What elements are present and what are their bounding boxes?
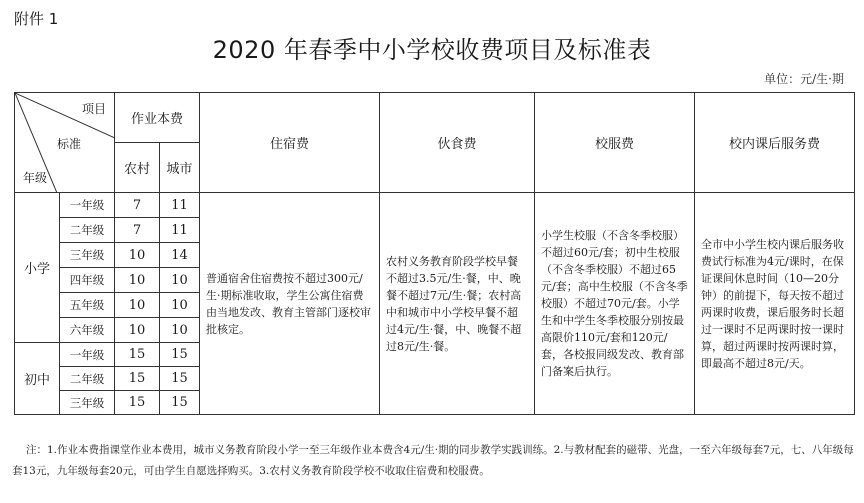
urban-fee: 15: [160, 343, 200, 367]
urban-fee: 15: [160, 391, 200, 415]
uniform-text: 小学生校服（不含冬季校服）不超过60元/套；初中生校服（不含冬季校服）不超过65元/套；高中生校服（不含冬季校服）不超过70元/套。小学生和中学生冬季校服分别按最高限价110元/套和120元/套，各校报同级发改、教育部门备案后执行。: [535, 193, 695, 415]
header-rural: 农村: [115, 143, 160, 193]
urban-fee: 11: [160, 193, 200, 218]
afterschool-text: 全市中小学生校内课后服务收费试行标准为4元/课时，在保证课间休息时间（10—20分钟）的前提下，每天按不超过两课时收费，课后服务时长超过一课时不足两课时按一课时算，超过两课时按两课时算，即最高不超过8元/天。: [695, 193, 855, 415]
grade-cell: 一年级: [60, 193, 115, 218]
grade-cell: 三年级: [60, 391, 115, 415]
grade-cell: 二年级: [60, 367, 115, 391]
rural-fee: 7: [115, 193, 160, 218]
attachment-label: 附件 1: [14, 10, 59, 28]
rural-fee: 10: [115, 293, 160, 318]
urban-fee: 10: [160, 318, 200, 343]
lodging-text: 普通宿舍住宿费按不超过300元/生·期标准收取，学生公寓住宿费由当地发改、教育主管部门逐校审批核定。: [200, 193, 380, 415]
corner-grade-label: 年级: [23, 171, 48, 185]
rural-fee: 10: [115, 318, 160, 343]
document-title: 2020 年春季中小学校收费项目及标准表: [212, 36, 652, 64]
grade-cell: 一年级: [60, 343, 115, 367]
level-junior: 初中: [15, 343, 60, 415]
header-homework: 作业本费: [115, 93, 200, 143]
grade-cell: 二年级: [60, 218, 115, 243]
header-urban: 城市: [160, 143, 200, 193]
header-uniform: 校服费: [535, 93, 695, 193]
rural-fee: 10: [115, 243, 160, 268]
table-row: [15, 193, 855, 218]
rural-fee: 15: [115, 391, 160, 415]
corner-standard-label: 标准: [57, 137, 82, 151]
fee-table: [14, 92, 855, 415]
urban-fee: 14: [160, 243, 200, 268]
corner-header: [15, 93, 115, 193]
grade-cell: 三年级: [60, 243, 115, 268]
grade-cell: 五年级: [60, 293, 115, 318]
grade-cell: 四年级: [60, 268, 115, 293]
rural-fee: 7: [115, 218, 160, 243]
rural-fee: 10: [115, 268, 160, 293]
corner-item-label: 项目: [81, 102, 106, 116]
rural-fee: 15: [115, 343, 160, 367]
footnote: 注：1.作业本费指课堂作业本费用，城市义务教育阶段小学一至三年级作业本费含4元/生·期的同步教学实践训练。2.与教材配套的磁带、光盘，一至六年级每套7元，七、八年级每套13元，九年级每套20元，可由学生自愿选择购买。3.农村义务教育阶段学校不收取住宿费和校服费。: [12, 444, 854, 477]
unit-label: 单位：元/生·期: [764, 72, 844, 86]
grade-cell: 六年级: [60, 318, 115, 343]
rural-fee: 15: [115, 367, 160, 391]
urban-fee: 10: [160, 268, 200, 293]
header-afterschool: 校内课后服务费: [695, 93, 855, 193]
header-meal: 伙食费: [380, 93, 535, 193]
header-lodging: 住宿费: [200, 93, 380, 193]
urban-fee: 10: [160, 293, 200, 318]
level-primary: 小学: [15, 193, 60, 343]
urban-fee: 15: [160, 367, 200, 391]
meal-text: 农村义务教育阶段学校早餐不超过3.5元/生·餐，中、晚餐不超过7元/生·餐；农村高中和城市中小学校早餐不超过4元/生·餐，中、晚餐不超过8元/生·餐。: [380, 193, 535, 415]
urban-fee: 11: [160, 218, 200, 243]
